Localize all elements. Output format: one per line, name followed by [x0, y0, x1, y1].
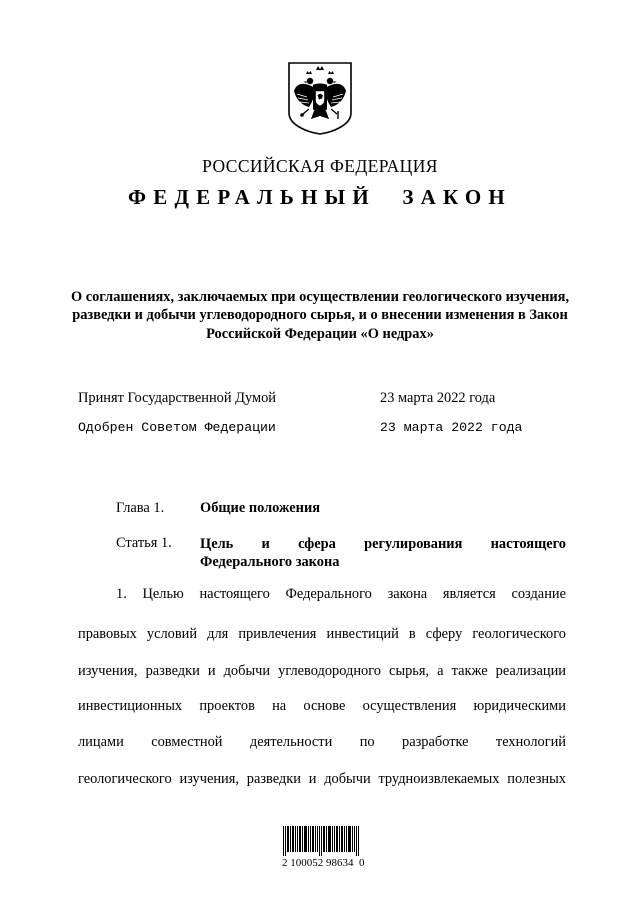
body-line-1: 1. Целью настоящего Федерального закона является создание [116, 586, 566, 602]
article-label: Статья 1. [116, 535, 172, 551]
body-line-2: правовых условий для привлечения инвестиций в сферу геологического [78, 626, 566, 642]
body-line-3: изучения, разведки и добычи углеводородного сырья, а также реализации [78, 663, 566, 679]
coat-of-arms-icon [287, 61, 353, 136]
body-line-6: геологического изучения, разведки и добычи трудноизвлекаемых полезных [78, 771, 566, 787]
approval-council-label: Одобрен Советом Федерации [78, 420, 276, 435]
adoption-duma-date: 23 марта 2022 года [380, 390, 496, 406]
body-line-5: лицами совместной деятельности по разработке технологий [78, 734, 566, 750]
document-type: ФЕДЕРАЛЬНЫЙ ЗАКОН [128, 185, 512, 209]
barcode-number: 2 100052 98634 0 [282, 857, 365, 869]
adoption-duma-label: Принят Государственной Думой [78, 390, 276, 406]
chapter-title: Общие положения [200, 500, 321, 516]
country-name: РОССИЙСКАЯ ФЕДЕРАЦИЯ [202, 156, 438, 176]
body-line-4: инвестиционных проектов на основе осуществления юридическими [78, 698, 566, 714]
article-title-line-1: Цель и сфера регулирования настоящего [200, 536, 566, 552]
law-title: О соглашениях, заключаемых при осуществлении геологического изучения, разведки и добычи углеводородного сырья, и о внесении изменения в Закон Российской Федерации «О недрах» [70, 289, 570, 342]
article-title [200, 535, 566, 571]
barcode-icon [282, 826, 362, 856]
article-title-line-2: Федерального закона [200, 554, 340, 570]
approval-council-date: 23 марта 2022 года [380, 420, 523, 435]
chapter-label: Глава 1. [116, 500, 165, 516]
